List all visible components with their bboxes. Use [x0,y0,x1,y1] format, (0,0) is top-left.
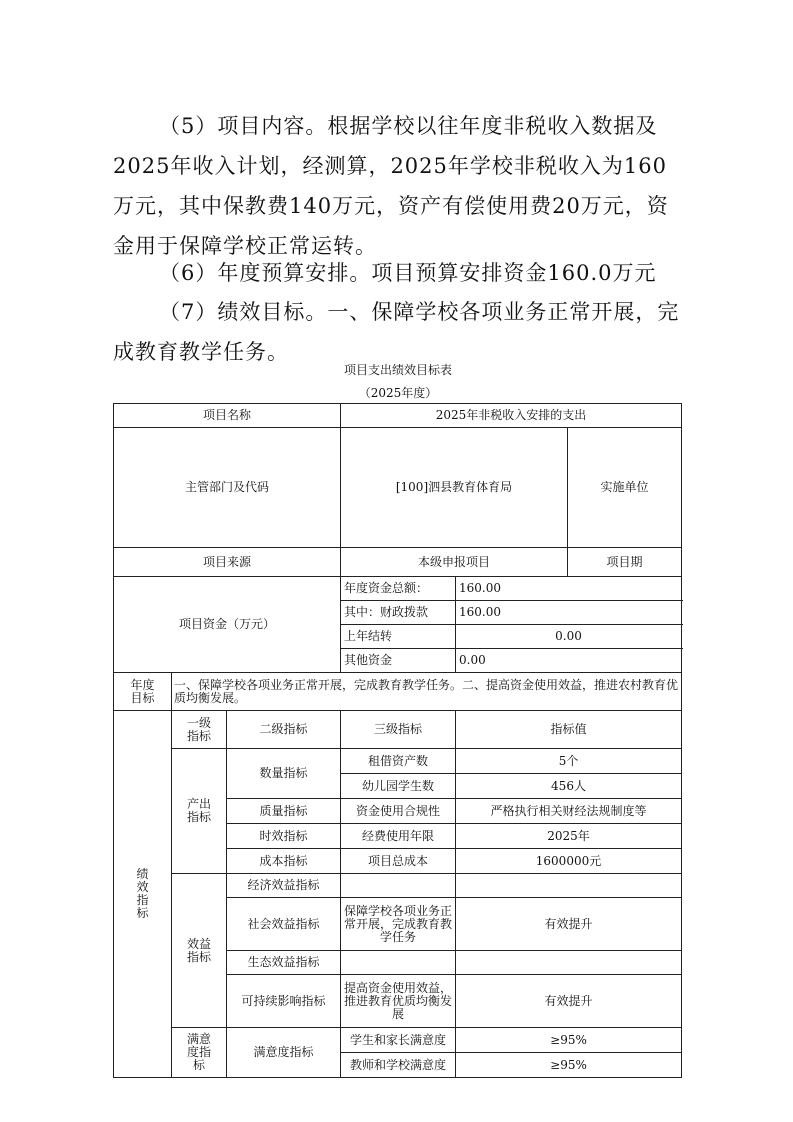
period-label: 项目期 [568,548,682,577]
kindergarten: 幼儿园学生数 [341,774,456,799]
performance-target-table [113,403,682,1078]
kindergarten-value: 456人 [456,774,682,799]
rent-assets: 租借资产数 [341,749,456,774]
fund-total-value: 160.00 [456,577,682,601]
economic-label: 经济效益指标 [227,874,341,898]
header-level2: 二级指标 [227,711,341,749]
total-cost-value: 1600000元 [456,849,682,874]
social-value: 有效提升 [456,898,682,951]
teachers-satisfaction: 教师和学校满意度 [341,1053,456,1078]
ecological-label: 生态效益指标 [227,951,341,975]
satisfaction-label: 满意度指标 [172,1028,227,1078]
benefit-label: 效益指标 [172,874,227,1028]
fund-carryover-value: 0.00 [456,625,682,649]
table-row [114,1028,682,1053]
fund-fiscal-label: 其中：财政拨款 [341,601,456,625]
sustainable-l3: 提高资金使用效益，推进教育优质均衡发展 [341,975,456,1028]
quantity-label: 数量指标 [227,749,341,799]
compliance-value: 严格执行相关财经法规制度等 [456,799,682,824]
table-row [114,749,682,774]
fund-fiscal-value: 160.00 [456,601,682,625]
social-l3: 保障学校各项业务正常开展，完成教育教学任务 [341,898,456,951]
compliance: 资金使用合规性 [341,799,456,824]
header-level3: 三级指标 [341,711,456,749]
years-value: 2025年 [456,824,682,849]
unit-label: 实施单位 [568,428,682,548]
table-row [114,577,682,601]
years: 经费使用年限 [341,824,456,849]
teachers-satisfaction-value: ≥95% [456,1053,682,1078]
output-label: 产出指标 [172,749,227,874]
source-label: 项目来源 [114,548,341,577]
dept: [100]泗县教育体育局 [341,428,568,548]
students-satisfaction-value: ≥95% [456,1028,682,1053]
table-row [114,548,682,577]
funds-label: 项目资金（万元） [114,577,341,673]
table-year: （2025年度） [358,386,438,400]
goal-label: 年度目标 [114,673,172,711]
fund-other-value: 0.00 [456,649,682,673]
fund-total-label: 年度资金总额： [341,577,456,601]
rent-assets-value: 5个 [456,749,682,774]
cost-label: 成本指标 [227,849,341,874]
satisfaction-l2: 满意度指标 [227,1028,341,1078]
project-name: 2025年非税收入安排的支出 [341,404,682,428]
social-label: 社会效益指标 [227,898,341,951]
dept-label: 主管部门及代码 [114,428,341,548]
students-satisfaction: 学生和家长满意度 [341,1028,456,1053]
project-name-label: 项目名称 [114,404,341,428]
fund-carryover-label: 上年结转 [341,625,456,649]
total-cost: 项目总成本 [341,849,456,874]
fund-other-label: 其他资金 [341,649,456,673]
sustainable-label: 可持续影响指标 [227,975,341,1028]
table-title: 项目支出绩效目标表 [343,363,452,377]
sustainable-value: 有效提升 [456,975,682,1028]
paragraph-budget: （6）年度预算安排。项目预算安排资金160.0万元 [159,261,657,285]
annual-goal: 一、保障学校各项业务正常开展，完成教育教学任务。二、提高资金使用效益，推进农村教育优质均衡发展。 [172,673,682,711]
source: 本级申报项目 [341,548,568,577]
timeliness-label: 时效指标 [227,824,341,849]
table-row [114,874,682,898]
header-level1: 一级指标 [172,711,227,749]
paragraph-performance-goal: （7）绩效目标。一、保障学校各项业务正常开展，完成教育教学任务。 [113,300,680,364]
table-row [114,428,682,548]
perf-label: 绩效指标 [114,711,172,1078]
quality-label: 质量指标 [227,799,341,824]
paragraph-project-content: （5）项目内容。根据学校以往年度非税收入数据及2025年收入计划，经测算，2025年学校非税收入为160万元，其中保教费140万元，资产有偿使用费20万元，资金用于保障学校正常运转。 [113,114,669,258]
table-row [114,711,682,749]
table-row [114,673,682,711]
header-value: 指标值 [456,711,682,749]
table-row [114,404,682,428]
